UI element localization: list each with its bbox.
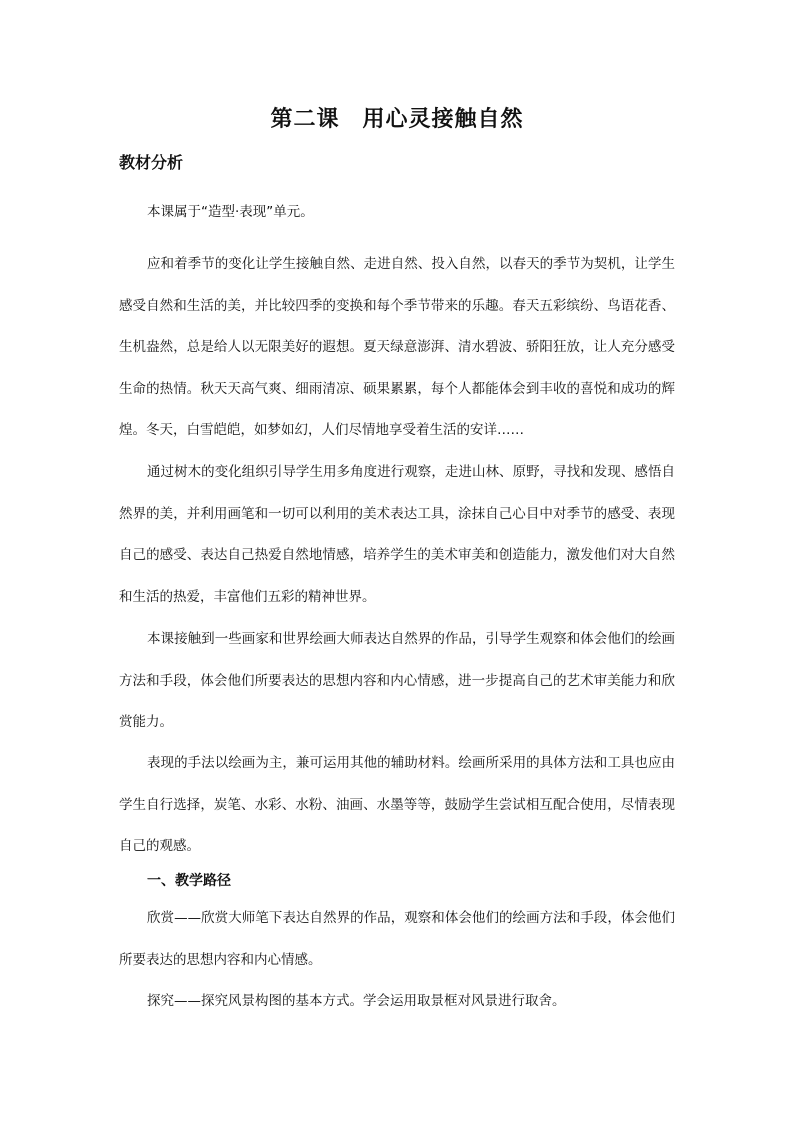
paragraph-masters: 本课接触到一些画家和世界绘画大师表达自然界的作品，引导学生观察和体会他们的绘画方法和手段，体会他们所要表达的思想内容和内心情感，进一步提高自己的艺术审美能力和欣赏能力。: [119, 631, 675, 730]
document-title: 第二课 用心灵接触自然: [270, 106, 524, 132]
section-heading: 教材分析: [119, 153, 184, 172]
paragraph-observation: 通过树木的变化组织引导学生用多角度进行观察，走进山林、原野，寻找和发现、感悟自然界的美，并利用画笔和一切可以利用的美术表达工具，涂抹自己心目中对季节的感受、表现自己的感受、表达自己热爱自然地情感，培养学生的美术审美和创造能力，激发他们对大自然和生活的热爱，丰富他们五彩的精神世界。: [119, 464, 675, 605]
subheading-teaching-path: 一、教学路径: [147, 873, 231, 889]
paragraph-techniques: 表现的手法以绘画为主，兼可运用其他的辅助材料。绘画所采用的具体方法和工具也应由学生自行选择，炭笔、水彩、水粉、油画、水墨等等，鼓励学生尝试相互配合使用，尽情表现自己的观感。: [119, 755, 675, 854]
paragraph-appreciate: 欣赏——欣赏大师笔下表达自然界的作品，观察和体会他们的绘画方法和手段，体会他们所要表达的思想内容和内心情感。: [119, 910, 675, 968]
paragraph-unit: 本课属于“造型·表现”单元。: [147, 204, 314, 220]
paragraph-explore: 探究——探究风景构图的基本方式。学会运用取景框对风景进行取舍。: [147, 993, 566, 1009]
paragraph-seasons: 应和着季节的变化让学生接触自然、走进自然、投入自然，以春天的季节为契机，让学生感受自然和生活的美，并比较四季的变换和每个季节带来的乐趣。春天五彩缤纷、鸟语花香、生机盎然，总是给人以无限美好的遐想。夏天绿意澎湃、清水碧波、骄阳狂放，让人充分感受生命的热情。秋天天高气爽、细雨清凉、硕果累累，每个人都能体会到丰收的喜悦和成功的辉煌。冬天，白雪皑皑，如梦如幻，人们尽情地享受着生活的安详……: [119, 256, 675, 438]
